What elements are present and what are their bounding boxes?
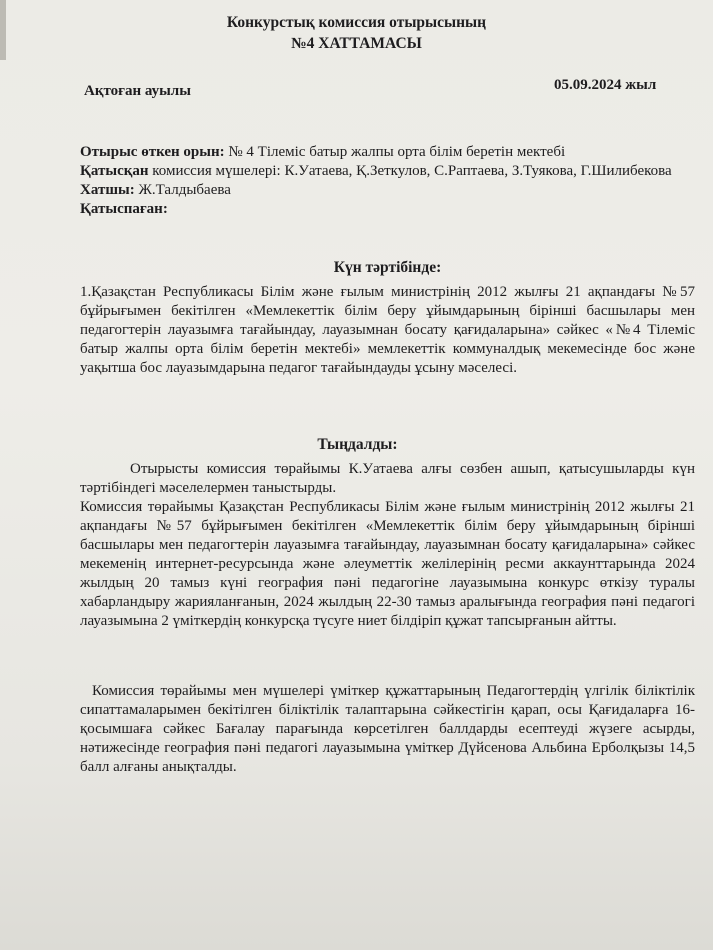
meeting-place: Ақтоған ауылы — [84, 83, 191, 99]
listened-para-3: Комиссия төрайымы мен мүшелері үміткер құжаттарының Педагогтердің үлгілік біліктілік сипаттамаларымен бекітілген біліктілік талаптарына сәйкестігін қарап, осы Қағидаларға 16-қосымшаға сәйкес Бағалау парағында көрсетілген баллдарды есептеуді жүзеге асырды, нәтижесінде география пәні педагогі лауазымына үміткер Дүйсенова Альбина Ерболқызы 14,5 балл алғаны анықталды. — [80, 683, 695, 775]
attendees-line — [80, 162, 695, 181]
secretary-label: Хатшы: — [80, 182, 135, 198]
agenda-heading: Күн тәртібінде: — [333, 259, 442, 276]
secretary-line — [80, 181, 695, 200]
absent-label: Қатыспаған: — [80, 201, 168, 217]
title-line-2: №4 ХАТТАМАСЫ — [291, 35, 422, 52]
listened-para-2: Комиссия төрайымы Қазақстан Республикасы Білім және ғылым министрінің 2012 жылғы 21 ақпандағы №57 бұйрығымен бекітілген «Мемлекеттік білім беру ұйымдарының бірінші басшылары мен педагогтерін лауазымға тағайындау, лауазымнан босату қағидаларына» сәйкес мекеменің интернет-ресурсында және әлеуметтік желілерінің ресми аккаунттарында 2024 жылдың 20 тамыз күні география пәні педагогіне лауазымына конкурс өткізу туралы хабарландыру жарияланғанын, 2024 жылдың 22-30 тамыз аралығында география пәні педагогі лауазымына 2 үміткердің конкурсқа түсуге ниет білдіріп құжат тапсырғанын айтты. — [80, 499, 695, 629]
secretary-value: Ж.Талдыбаева — [134, 182, 231, 198]
title-line-1: Конкурстық комиссия отырысының — [226, 14, 487, 31]
location-label: Отырыс өткен орын: — [80, 144, 225, 160]
agenda-text: 1.Қазақстан Республикасы Білім және ғылым министрінің 2012 жылғы 21 ақпандағы №57 бұйрығымен бекітілген «Мемлекеттік білім беру ұйымдарының бірінші басшылары мен педагогтерін лауазымға тағайындау, лауазымнан босату қағидаларына» сәйкес «№4 Тілеміс батыр жалпы орта білім беретін мектебі» мемлекеттік коммуналдық мекемесінде бос және уақытша бос лауазымдарына педагог тағайындауды ұсыну мәселесі. — [80, 284, 695, 376]
location-value: № 4 Тілеміс батыр жалпы орта білім беретін мектебі — [224, 144, 566, 160]
info-block — [80, 143, 695, 219]
attendees-label: Қатысқан — [80, 163, 149, 179]
attendees-value: комиссия мүшелері: К.Уатаева, Қ.Зеткулов, С.Раптаева, З.Туякова, Г.Шилибекова — [148, 163, 672, 179]
listened-para-1: Отырысты комиссия төрайымы К.Уатаева алғы сөзбен ашып, қатысушыларды күн тәртібіндегі мәселелермен таныстырды. — [80, 461, 695, 496]
location-line — [80, 143, 695, 162]
listened-heading: Тыңдалды: — [317, 436, 398, 453]
meeting-date: 05.09.2024 жыл — [554, 77, 657, 93]
